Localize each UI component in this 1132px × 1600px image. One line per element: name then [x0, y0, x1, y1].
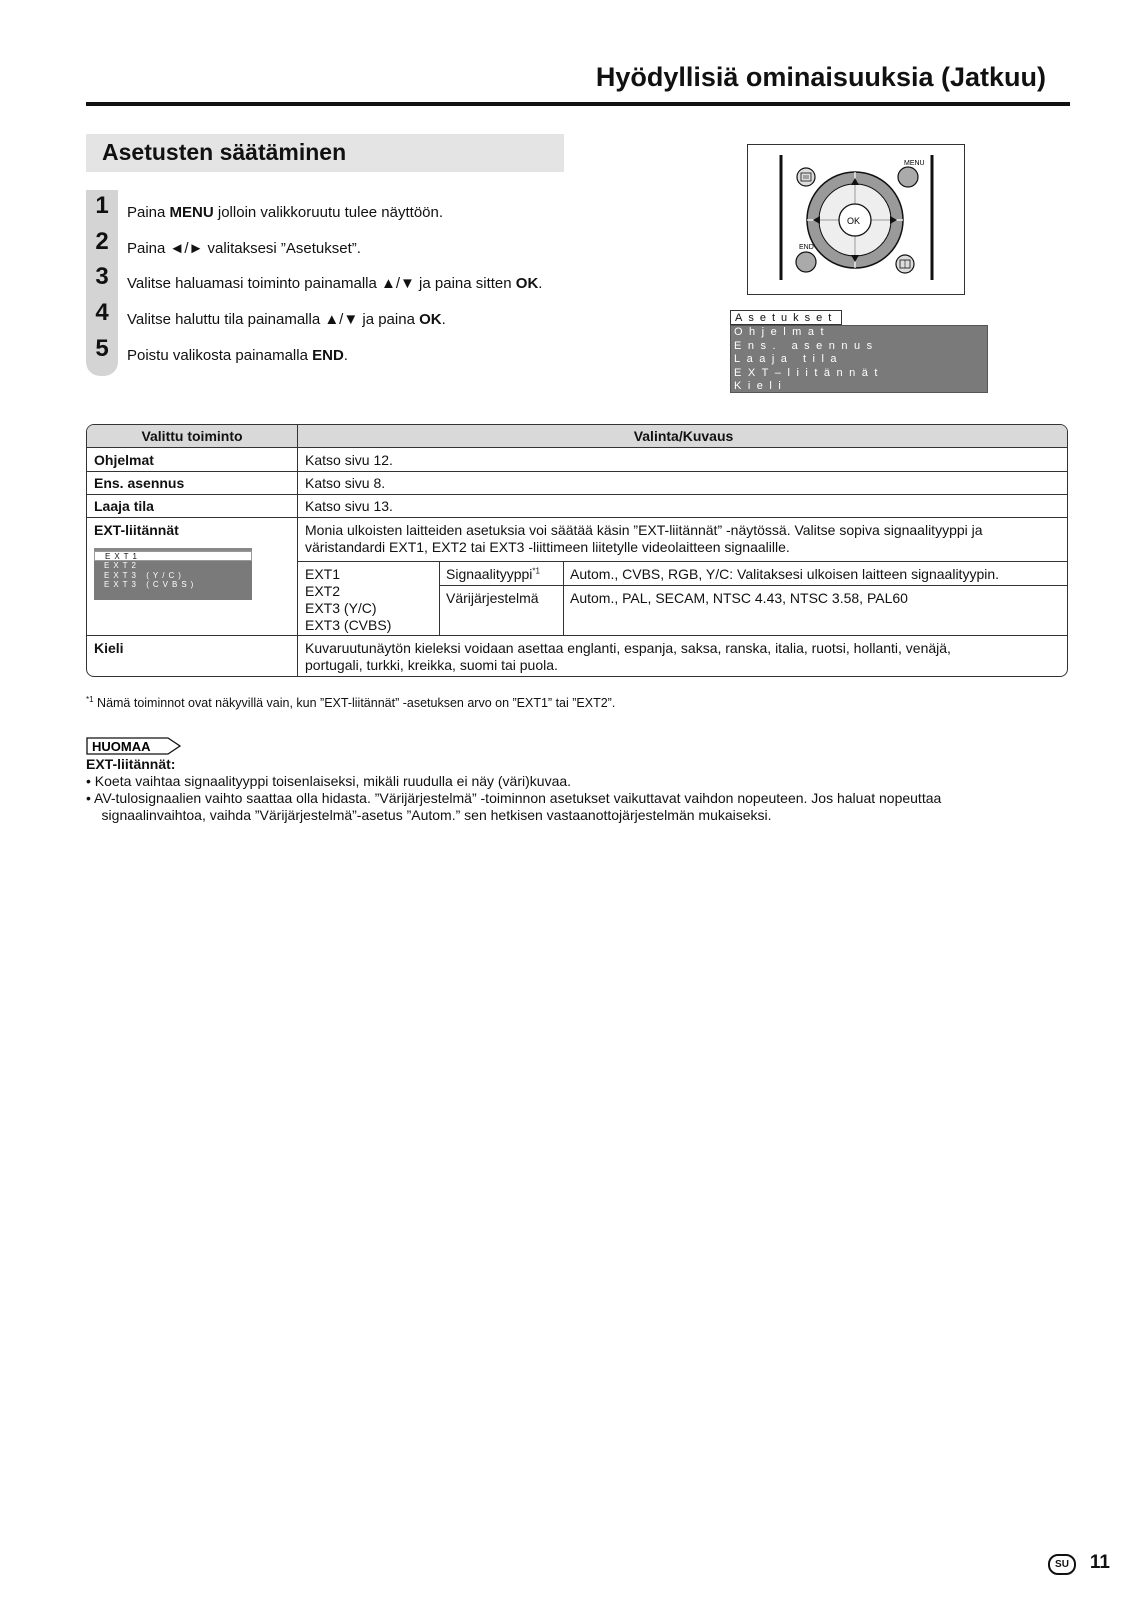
end-label: END	[799, 244, 814, 251]
ok-label: OK	[847, 216, 861, 226]
osd-menu-item: EXT–liitännät	[734, 366, 884, 379]
settings-table	[86, 424, 1068, 677]
ext-osd-item: EXT2	[104, 561, 141, 570]
step-number: 2	[95, 228, 109, 255]
remote-control-illustration	[747, 144, 965, 295]
section-title: Asetusten säätäminen	[102, 139, 347, 165]
step-text: Paina MENU jolloin valikkoruutu tulee näyttöön.	[127, 204, 444, 221]
table-cell-name: Ohjelmat	[94, 452, 154, 468]
table-cell-desc: Katso sivu 8.	[305, 475, 386, 491]
table-header: Valittu toiminto	[141, 428, 243, 444]
step-number: 4	[95, 299, 109, 326]
footnote: $^{*1}$ Nämä toiminnot ovat näkyvillä vain, kun ”EXT-liitännät” -asetuksen arvo on ”EXT1” tai ”EXT2”.	[86, 695, 616, 711]
region-badge: SU	[1048, 1554, 1076, 1575]
table-cell-desc: Katso sivu 13.	[305, 498, 393, 514]
osd-menu-item: Laaja tila	[734, 353, 844, 365]
osd-menu-title: Asetukset	[730, 310, 842, 325]
step-number: 5	[95, 335, 109, 362]
table-cell-name: Laaja tila	[94, 498, 154, 514]
teletext-icon	[797, 168, 815, 186]
table-cell-desc: portugali, turkki, kreikka, suomi tai puola.	[305, 657, 558, 673]
step-text: Valitse haluamasi toiminto painamalla ▲/▼ ja paina sitten OK.	[127, 275, 543, 292]
ext-input: EXT3 (Y/C)	[305, 600, 377, 616]
ext-option-label: Signaalityyppi$^{*1}$	[446, 566, 540, 582]
table-header: Valinta/Kuvaus	[633, 428, 734, 444]
step-text: Paina ◄/► valitaksesi ”Asetukset”.	[127, 240, 361, 257]
step-number: 1	[95, 192, 109, 219]
table-cell-name: Kieli	[94, 640, 124, 656]
input-select-icon	[896, 255, 914, 273]
ext-input: EXT2	[305, 583, 341, 599]
table-cell-name: EXT-liitännät	[94, 522, 179, 538]
step-text: Poistu valikosta painamalla END.	[127, 347, 348, 364]
ext-option-value: Autom., PAL, SECAM, NTSC 4.43, NTSC 3.58, PAL60	[570, 590, 908, 606]
osd-menu-item: Kieli	[734, 380, 788, 392]
table-cell-desc: Katso sivu 12.	[305, 452, 393, 468]
note-bullet: • Koeta vaihtaa signaalityyppi toisenlaiseksi, mikäli ruudulla ei näy (väri)kuvaa.	[86, 773, 572, 789]
menu-button-icon	[898, 167, 918, 187]
step-number: 3	[95, 263, 109, 290]
menu-label: MENU	[904, 160, 925, 167]
osd-menu-item: Ohjelmat	[734, 326, 831, 338]
note-bullet: • AV-tulosignaalien vaihto saattaa olla hidasta. ”Värijärjestelmä” -toiminnon asetukset vaikuttavat vaihdon nopeuteen. Jos haluat nopeuttaa	[86, 790, 942, 806]
end-button-icon	[796, 252, 816, 272]
osd-menu	[730, 325, 988, 393]
ext-option-value: Autom., CVBS, RGB, Y/C: Valitaksesi ulkoisen laitteen signaalityypin.	[570, 566, 1000, 582]
osd-menu-item: Ens. asennus	[734, 339, 879, 352]
ext-osd-item: EXT3 (CVBS)	[104, 580, 198, 589]
ext-osd-item: EXT3 (Y/C)	[104, 570, 185, 580]
ext-input: EXT1	[305, 566, 341, 582]
page-title: Hyödyllisiä ominaisuuksia (Jatkuu)	[595, 62, 1046, 92]
page-number: 11	[1089, 1552, 1110, 1573]
note-bullet: signaalinvaihtoa, vaihda ”Värijärjestelmä”-asetus ”Autom.” sen hetkisen vastaanottojärjestelmän mukaiseksi.	[86, 807, 772, 823]
step-text: Valitse haluttu tila painamalla ▲/▼ ja paina OK.	[127, 311, 446, 328]
table-cell-desc: Monia ulkoisten laitteiden asetuksia voi säätää käsin ”EXT-liitännät” -näytössä. Valitse sopiva signaalityyppi ja	[305, 522, 983, 538]
table-cell-desc: Kuvaruutunäytön kieleksi voidaan asettaa englanti, espanja, saksa, ranska, italia, ruotsi, hollanti, venäjä,	[305, 640, 951, 656]
ext-osd-item: EXT1	[94, 551, 252, 561]
ext-osd-illustration	[94, 548, 252, 600]
table-cell-desc: väristandardi EXT1, EXT2 tai EXT3 -liittimeen liitetylle videolaitteen signaalille.	[305, 539, 790, 555]
ext-input: EXT3 (CVBS)	[305, 617, 392, 633]
note-tag-label: HUOMAA	[92, 739, 151, 754]
ext-option-label: Värijärjestelmä	[446, 590, 539, 606]
table-cell-name: Ens. asennus	[94, 475, 185, 491]
header-rule	[86, 102, 1070, 106]
note-heading: EXT-liitännät:	[86, 756, 176, 772]
